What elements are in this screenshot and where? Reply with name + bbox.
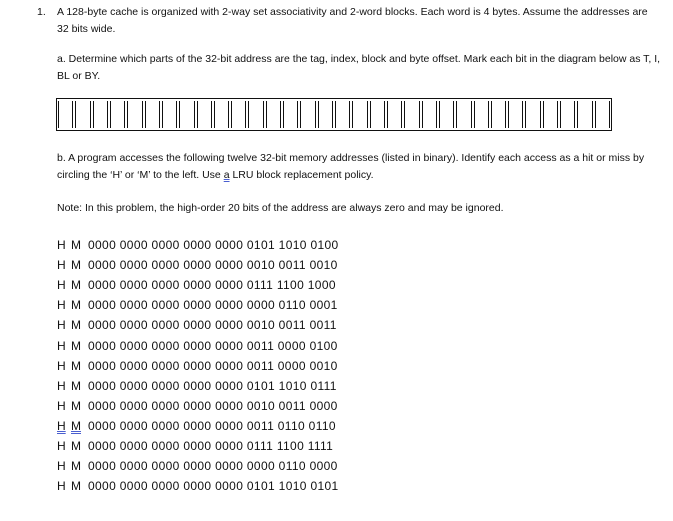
miss-option[interactable]: M [71,318,81,333]
address-row [57,356,339,376]
miss-option[interactable]: M [71,438,81,453]
bit-box[interactable] [352,101,367,128]
hit-option[interactable]: H [57,338,66,353]
bit-box[interactable] [318,101,333,128]
address-row [57,396,339,416]
miss-option[interactable]: M [71,418,81,433]
part-a-text: a. Determine which parts of the 32-bit address are the tag, index, block and byte offset. Mark each bit in the diagram below as T, I, BL or BY. [57,53,661,82]
hit-option[interactable]: H [57,438,66,453]
part-b-article: a [223,169,230,181]
miss-option[interactable]: M [71,358,81,373]
address-bit-diagram [56,98,612,131]
address-value: 0000 0000 0000 0000 0000 0111 1100 1111 [88,438,334,453]
bit-box[interactable] [283,101,298,128]
address-row [57,456,339,476]
bit-box[interactable] [93,101,108,128]
hit-option[interactable]: H [57,298,66,313]
address-row [57,255,339,275]
address-row [57,335,339,355]
part-b-text [57,150,662,184]
miss-option[interactable]: M [71,298,81,313]
bit-box[interactable] [300,101,315,128]
hit-option[interactable]: H [57,258,66,273]
bit-box[interactable] [404,101,419,128]
address-value: 0000 0000 0000 0000 0000 0101 1010 0100 [88,238,339,253]
bit-box[interactable] [560,101,575,128]
bit-box[interactable] [422,101,437,128]
bit-box[interactable] [179,101,194,128]
bit-box[interactable] [127,101,142,128]
hit-option[interactable]: H [57,479,66,494]
bit-box[interactable] [595,101,610,128]
address-value: 0000 0000 0000 0000 0000 0010 0011 0000 [88,398,338,413]
address-row [57,376,339,396]
address-value: 0000 0000 0000 0000 0000 0000 0110 0001 [88,298,338,313]
bit-box[interactable] [456,101,471,128]
address-value: 0000 0000 0000 0000 0000 0111 1100 1000 [88,278,336,293]
question-text: A 128-byte cache is organized with 2-way set associativity and 2-word blocks. Each word is 4 bytes. Assume the addresses are 32 bits wide. [57,6,648,35]
part-b-text-after: LRU block replacement policy. [229,169,374,181]
bit-box[interactable] [110,101,125,128]
hit-option[interactable]: H [57,278,66,293]
miss-option[interactable]: M [71,459,81,474]
bit-box[interactable] [231,101,246,128]
address-value: 0000 0000 0000 0000 0000 0101 1010 0101 [88,479,339,494]
hit-option[interactable]: H [57,398,66,413]
address-value: 0000 0000 0000 0000 0000 0011 0000 0010 [88,358,338,373]
miss-option[interactable]: M [71,398,81,413]
bit-box[interactable] [439,101,454,128]
bit-box[interactable] [491,101,506,128]
bit-box[interactable] [525,101,540,128]
address-row [57,275,339,295]
hit-option[interactable]: H [57,459,66,474]
bit-box[interactable] [162,101,177,128]
bit-box[interactable] [214,101,229,128]
address-value: 0000 0000 0000 0000 0000 0010 0011 0011 [88,318,337,333]
bit-box[interactable] [577,101,592,128]
bit-box[interactable] [387,101,402,128]
hit-option[interactable]: H [57,238,66,253]
miss-option[interactable]: M [71,479,81,494]
bit-box[interactable] [145,101,160,128]
address-row [57,416,339,436]
bit-box[interactable] [248,101,263,128]
hit-option[interactable]: H [57,418,66,433]
miss-option[interactable]: M [71,338,81,353]
bit-box[interactable] [370,101,385,128]
address-row [57,436,339,456]
note-text: Note: In this problem, the high-order 20 bits of the address are always zero and may be ignored. [57,202,504,214]
address-value: 0000 0000 0000 0000 0000 0011 0110 0110 [88,418,336,433]
bit-box[interactable] [335,101,350,128]
hit-option[interactable]: H [57,358,66,373]
bit-box[interactable] [474,101,489,128]
part-b-text-before: b. A program accesses the following twelve 32-bit memory addresses (listed in binary). Identify each access as a hit or miss by circling the ‘H’ or ‘M’ to the left. Use [57,152,645,181]
address-value: 0000 0000 0000 0000 0000 0101 1010 0111 [88,378,337,393]
address-value: 0000 0000 0000 0000 0000 0011 0000 0100 [88,338,338,353]
bit-box[interactable] [266,101,281,128]
bit-box[interactable] [543,101,558,128]
address-value: 0000 0000 0000 0000 0000 0000 0110 0000 [88,459,338,474]
bit-box[interactable] [197,101,212,128]
miss-option[interactable]: M [71,258,81,273]
address-row [57,295,339,315]
miss-option[interactable]: M [71,278,81,293]
bit-box[interactable] [58,101,73,128]
question-number: 1. [37,6,46,18]
bit-box[interactable] [508,101,523,128]
address-list [57,235,339,496]
address-row [57,476,339,496]
miss-option[interactable]: M [71,238,81,253]
hit-option[interactable]: H [57,318,66,333]
address-value: 0000 0000 0000 0000 0000 0010 0011 0010 [88,258,338,273]
hit-option[interactable]: H [57,378,66,393]
bit-box[interactable] [75,101,90,128]
miss-option[interactable]: M [71,378,81,393]
address-row [57,315,339,335]
address-row [57,235,339,255]
